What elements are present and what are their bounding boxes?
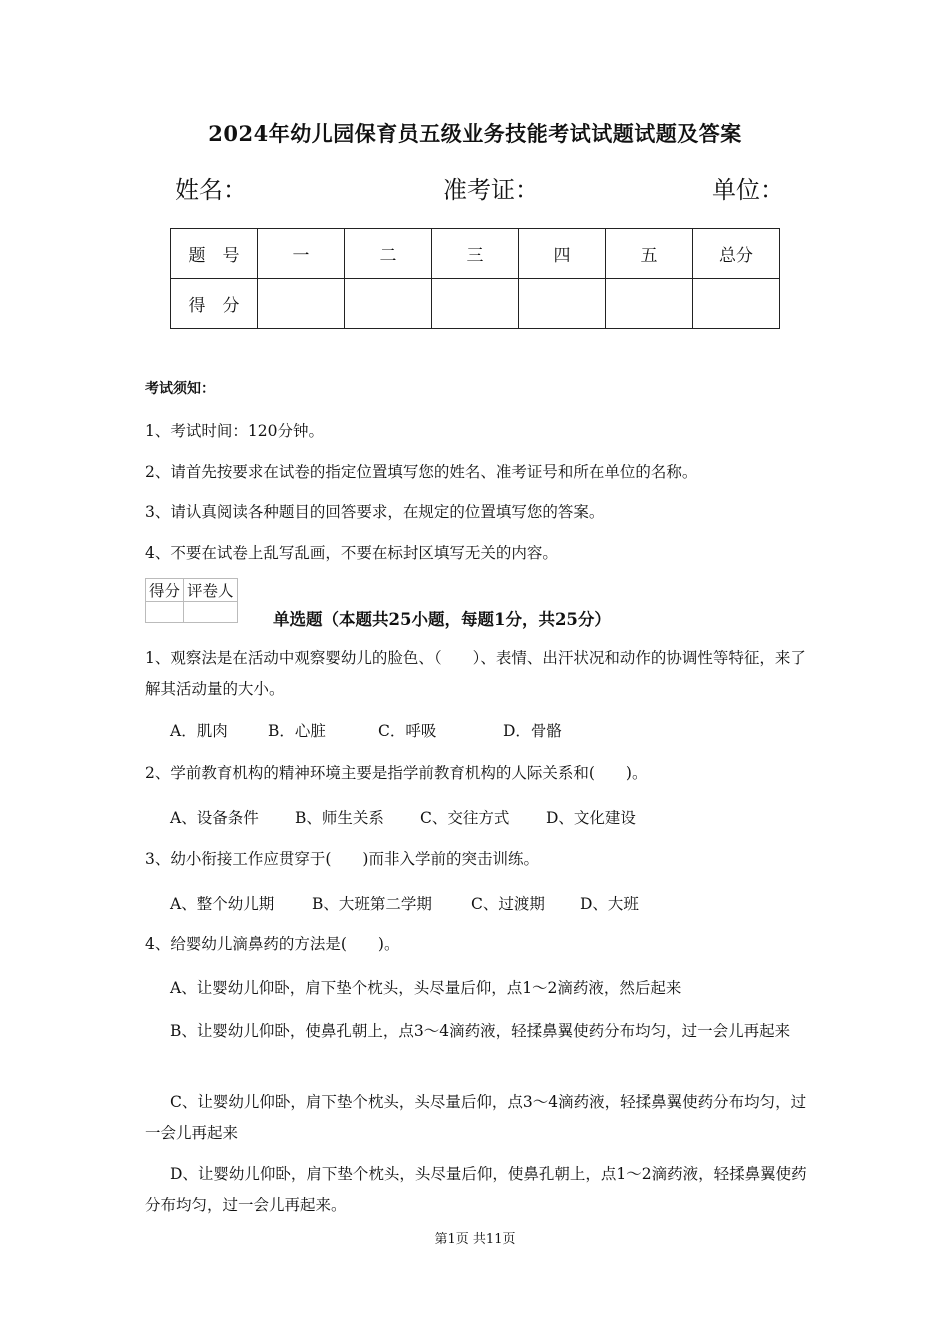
question-option: D．骨骼 [503, 722, 562, 740]
question-option: D、大班 [580, 895, 639, 913]
grader-reviewer-cell[interactable] [184, 602, 238, 623]
score-row-label: 得 分 [171, 279, 258, 329]
score-cell[interactable] [519, 279, 606, 329]
grader-reviewer-label: 评卷人 [184, 579, 238, 602]
score-cell[interactable] [258, 279, 345, 329]
score-header-cell: 二 [345, 229, 432, 279]
question-option: A、设备条件 [170, 809, 259, 827]
notice-item: 2、请首先按要求在试卷的指定位置填写您的姓名、准考证号和所在单位的名称。 [145, 463, 698, 481]
question-stem: 3、幼小衔接工作应贯穿于( )而非入学前的突击训练。 [145, 850, 539, 868]
question-option: B、让婴幼儿仰卧，使鼻孔朝上，点3～4滴药液，轻揉鼻翼使药分布均匀，过一会儿再起来 [170, 1022, 791, 1040]
question-stem: 1、观察法是在活动中观察婴幼儿的脸色、（ ）、表情、出汗状况和动作的协调性等特征，来了解其活动量的大小。 [145, 649, 806, 698]
question-option: A、整个幼儿期 [170, 895, 275, 913]
grader-box [145, 578, 238, 623]
question-option: C、让婴幼儿仰卧，肩下垫个枕头，头尽量后仰，点3～4滴药液，轻揉鼻翼使药分布均匀，过一会儿再起来 [145, 1093, 807, 1142]
notice-heading: 考试须知： [145, 381, 215, 397]
exam-id-label: 准考证： [443, 176, 539, 204]
question-option: C、交往方式 [420, 809, 510, 827]
score-header-cell: 一 [258, 229, 345, 279]
page-footer: 第1页 共11页 [434, 1232, 516, 1247]
score-header-cell: 三 [432, 229, 519, 279]
question-option: C、过渡期 [471, 895, 545, 913]
question-option: B．心脏 [268, 722, 326, 740]
score-header-cell: 四 [519, 229, 606, 279]
score-cell[interactable] [693, 279, 780, 329]
question-stem: 2、学前教育机构的精神环境主要是指学前教育机构的人际关系和( )。 [145, 764, 648, 782]
score-table-header-row [171, 229, 780, 279]
notice-item: 4、不要在试卷上乱写乱画，不要在标封区填写无关的内容。 [145, 544, 558, 562]
question-option: D、文化建设 [546, 809, 636, 827]
question-option: C．呼吸 [378, 722, 437, 740]
question-option: A、让婴幼儿仰卧，肩下垫个枕头，头尽量后仰，点1～2滴药液，然后起来 [170, 979, 682, 997]
score-cell[interactable] [606, 279, 693, 329]
score-cell[interactable] [345, 279, 432, 329]
question-stem: 4、给婴幼儿滴鼻药的方法是( )。 [145, 935, 400, 953]
score-cell[interactable] [432, 279, 519, 329]
question-option: B、师生关系 [295, 809, 384, 827]
name-label: 姓名： [175, 176, 247, 204]
notice-item: 3、请认真阅读各种题目的回答要求，在规定的位置填写您的答案。 [145, 503, 605, 521]
score-table [170, 228, 780, 329]
score-table-score-row [171, 279, 780, 329]
unit-label: 单位： [712, 176, 784, 204]
question-option: A．肌肉 [170, 722, 228, 740]
notice-item: 1、考试时间：120分钟。 [145, 422, 324, 440]
score-header-cell: 总分 [693, 229, 780, 279]
question-option: B、大班第二学期 [312, 895, 432, 913]
page-title: 2024年幼儿园保育员五级业务技能考试试题试题及答案 [208, 121, 742, 146]
score-header-cell: 五 [606, 229, 693, 279]
grader-score-label: 得分 [146, 579, 184, 602]
score-header-cell: 题 号 [171, 229, 258, 279]
question-option: D、让婴幼儿仰卧，肩下垫个枕头，头尽量后仰，使鼻孔朝上，点1～2滴药液，轻揉鼻翼使药分布均匀，过一会儿再起来。 [145, 1165, 807, 1214]
section-title: 单选题（本题共25小题，每题1分，共25分） [273, 610, 611, 629]
grader-score-cell[interactable] [146, 602, 184, 623]
